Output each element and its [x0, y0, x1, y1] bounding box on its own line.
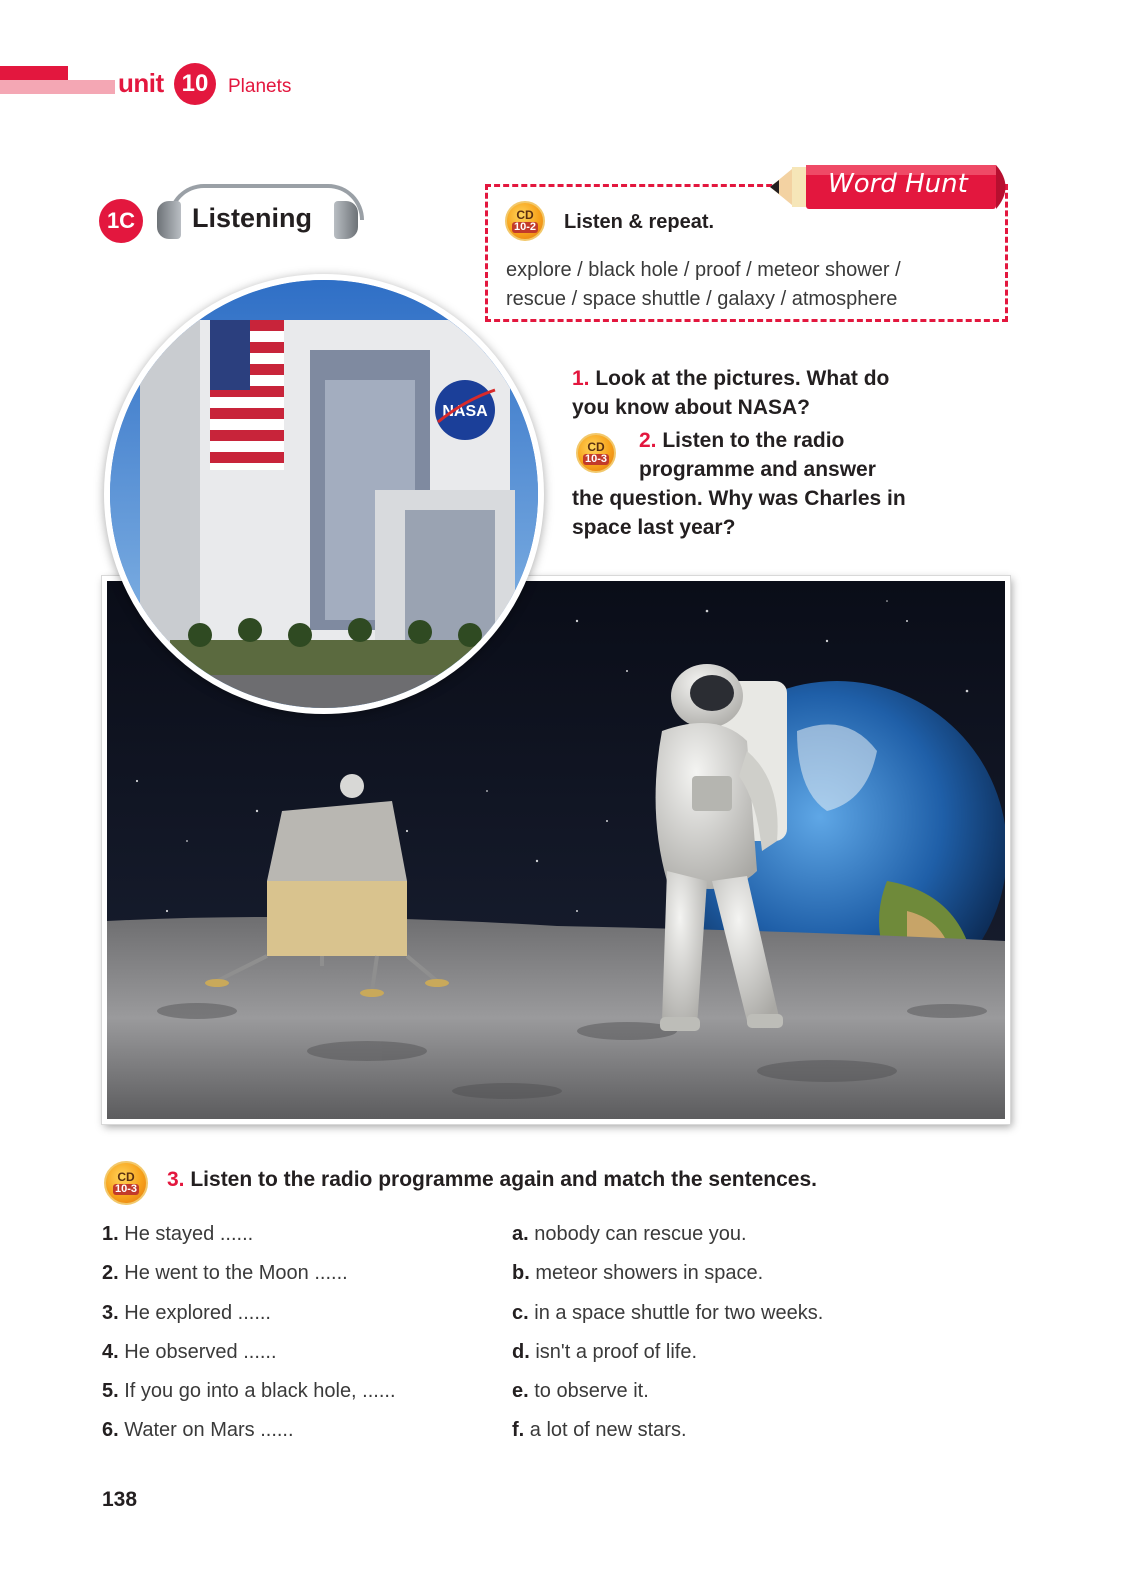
word-hunt-words-line: explore / black hole / proof / meteor shower /: [506, 259, 901, 281]
word-hunt-title: Word Hunt: [828, 169, 968, 199]
page-number: 138: [102, 1488, 138, 1511]
cd-icon[interactable]: CD 10-2: [505, 201, 545, 241]
headphones-right-ear-icon: [334, 201, 358, 239]
list-item: 6. Water on Mars ......: [102, 1419, 294, 1442]
list-item: 1. He stayed ......: [102, 1223, 254, 1245]
unit-label: unit: [118, 68, 164, 98]
cd-icon[interactable]: CD 10-3: [104, 1161, 148, 1205]
list-item: 5. If you go into a black hole, ......: [102, 1380, 396, 1403]
list-item: 2. He went to the Moon ......: [102, 1262, 348, 1285]
us-flag-icon: [210, 320, 284, 470]
word-hunt-words-line: rescue / space shuttle / galaxy / atmosphere: [506, 288, 898, 310]
list-item: e. to observe it.: [512, 1380, 649, 1403]
header-bar-dark: [0, 66, 68, 80]
cd-icon[interactable]: CD 10-3: [576, 433, 616, 473]
headphones-left-ear-icon: [157, 201, 181, 239]
sentence-starts-list: [102, 1215, 462, 1451]
list-item: 3. He explored ......: [102, 1301, 271, 1324]
sentence-ends-list: [512, 1215, 932, 1451]
list-item: b. meteor showers in space.: [512, 1262, 764, 1285]
question-2: 2. Listen to the radio programme and answer: [639, 429, 876, 481]
list-item: f. a lot of new stars.: [512, 1419, 687, 1442]
header-bar-light: [0, 80, 115, 94]
question-2-continued: the question. Why was Charles in space last year?: [572, 487, 906, 539]
question-1: 1. Look at the pictures. What do you know about NASA?: [572, 367, 890, 419]
exercise-3-instruction: 3. Listen to the radio programme again and match the sentences.: [167, 1168, 817, 1191]
word-hunt-words: [506, 256, 976, 314]
nasa-building-photo: [104, 274, 544, 714]
unit-title: Planets: [228, 76, 292, 97]
nasa-logo-text: NASA: [442, 403, 488, 420]
section-badge: 1C: [99, 199, 143, 243]
list-item: a. nobody can rescue you.: [512, 1223, 747, 1245]
unit-number-badge: 10: [174, 63, 216, 105]
section-title: Listening: [192, 203, 312, 233]
list-item: d. isn't a proof of life.: [512, 1340, 698, 1363]
list-item: c. in a space shuttle for two weeks.: [512, 1301, 824, 1324]
list-item: 4. He observed ......: [102, 1340, 277, 1363]
nasa-logo-icon: [435, 380, 495, 440]
word-hunt-instruction: Listen & repeat.: [564, 211, 715, 233]
nasa-building-illustration: [110, 280, 538, 708]
